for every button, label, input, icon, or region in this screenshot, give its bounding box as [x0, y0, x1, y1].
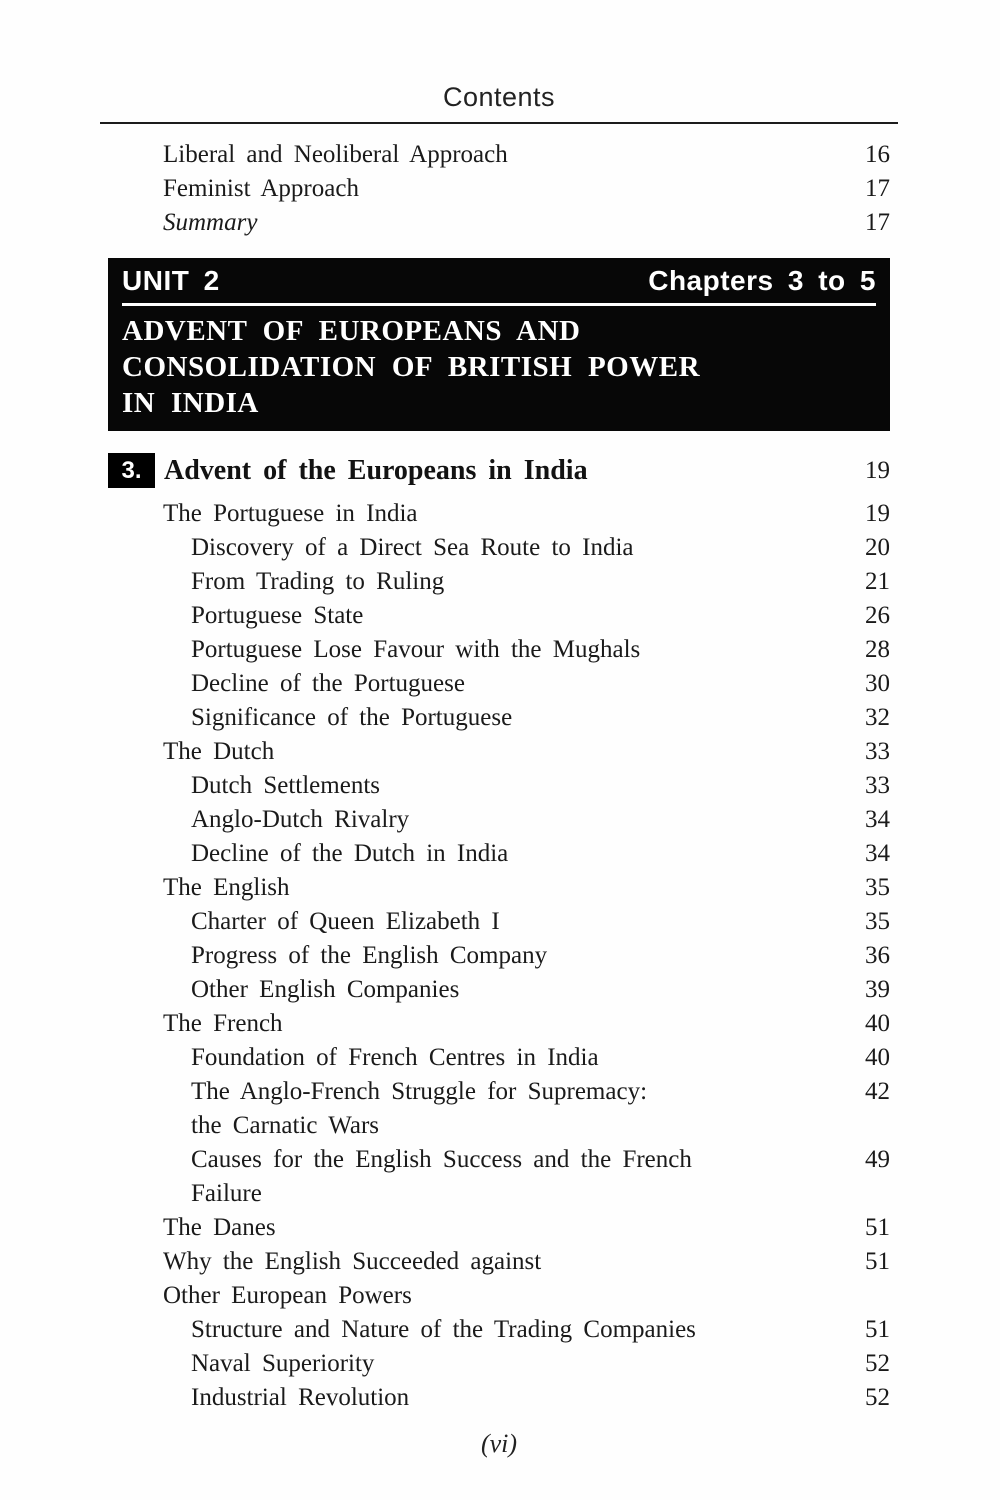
- toc-entry-label: Discovery of a Direct Sea Route to India: [191, 534, 634, 561]
- toc-row: [108, 138, 890, 172]
- toc-entry-page: 49: [865, 1146, 890, 1173]
- toc-entry-label: The Anglo-French Struggle for Supremacy:: [191, 1078, 648, 1105]
- toc-entry-page: 40: [865, 1010, 890, 1037]
- toc-row: [108, 599, 890, 633]
- toc-row: [108, 1347, 890, 1381]
- toc-row: [108, 1279, 890, 1313]
- toc-entry-label: The Portuguese in India: [163, 500, 418, 527]
- toc-entry-label: Portuguese State: [191, 602, 364, 629]
- toc-entry-label: Portuguese Lose Favour with the Mughals: [191, 636, 641, 663]
- toc-row: [108, 837, 890, 871]
- toc-entry-page: 52: [865, 1384, 890, 1411]
- toc-row: [108, 871, 890, 905]
- toc-entry-label: From Trading to Ruling: [191, 568, 445, 595]
- toc-row: [108, 905, 890, 939]
- toc-entry-label: Liberal and Neoliberal Approach: [163, 141, 508, 168]
- toc-entry-page: 33: [865, 738, 890, 765]
- page-folio: (vi): [480, 1429, 518, 1458]
- toc-entry-page: 30: [865, 670, 890, 697]
- toc-row: [108, 735, 890, 769]
- toc-entry-label: Why the English Succeeded against: [163, 1248, 542, 1275]
- toc-row: [108, 172, 890, 206]
- chapter-heading: [108, 453, 890, 488]
- toc-entry-page: 51: [865, 1214, 890, 1241]
- unit-label: UNIT 2: [122, 265, 220, 296]
- toc-entry-label: Structure and Nature of the Trading Companies: [191, 1316, 696, 1343]
- toc-entry-page: 16: [865, 141, 890, 168]
- toc-entry-page: 17: [865, 209, 890, 236]
- pre-unit-entries: [108, 138, 890, 240]
- toc-row: [108, 1211, 890, 1245]
- toc-entry-label: the Carnatic Wars: [191, 1112, 380, 1139]
- toc-entry-label: Feminist Approach: [163, 175, 359, 202]
- toc-row: [108, 1245, 890, 1279]
- toc-entry-page: 19: [865, 500, 890, 527]
- toc-entry-label: The Danes: [163, 1214, 276, 1241]
- toc-entry-page: 28: [865, 636, 890, 663]
- toc-row: [108, 1177, 890, 1211]
- toc-row: [108, 565, 890, 599]
- toc-entry-page: 52: [865, 1350, 890, 1377]
- toc-entry-page: 20: [865, 534, 890, 561]
- toc-row: [108, 1007, 890, 1041]
- toc-entry-page: 21: [865, 568, 890, 595]
- toc-entry-page: 34: [865, 840, 890, 867]
- toc-entry-label: Decline of the Portuguese: [191, 670, 465, 697]
- toc-row: [108, 1313, 890, 1347]
- toc-entry-page: 36: [865, 942, 890, 969]
- toc-entry-page: 35: [865, 908, 890, 935]
- toc-entry-label: Causes for the English Success and the French: [191, 1146, 692, 1173]
- toc-entry-label: The Dutch: [163, 738, 275, 765]
- toc-entry-page: 51: [865, 1248, 890, 1275]
- title-rule: [100, 122, 898, 124]
- toc-entry-label: Decline of the Dutch in India: [191, 840, 509, 867]
- toc-entry-label: Foundation of French Centres in India: [191, 1044, 599, 1071]
- toc-row: [108, 1075, 890, 1109]
- toc-row: [108, 1143, 890, 1177]
- toc-row: [108, 667, 890, 701]
- toc-row: [108, 1041, 890, 1075]
- unit-title-line: CONSOLIDATION OF BRITISH POWER: [122, 351, 701, 383]
- chapters-range-label: Chapters 3 to 5: [648, 265, 876, 296]
- toc-entry-page: 42: [865, 1078, 890, 1105]
- unit-banner: [108, 258, 890, 431]
- toc-entry-label: Progress of the English Company: [191, 942, 548, 969]
- toc-row: [108, 633, 890, 667]
- chapter-entries: [108, 497, 890, 1415]
- toc-row: [108, 497, 890, 531]
- toc-row: [108, 973, 890, 1007]
- unit-title-line: ADVENT OF EUROPEANS AND: [122, 315, 581, 347]
- toc-entry-label: Significance of the Portuguese: [191, 704, 513, 731]
- toc-row: [108, 1381, 890, 1415]
- unit-title: [122, 313, 876, 421]
- unit-title-line: IN INDIA: [122, 387, 259, 419]
- chapter-number-badge: 3.: [108, 453, 155, 488]
- toc-entry-label: Dutch Settlements: [191, 772, 380, 799]
- toc-row: [108, 803, 890, 837]
- toc-row: [108, 701, 890, 735]
- toc-row: [108, 769, 890, 803]
- toc-entry-label: Failure: [191, 1180, 262, 1207]
- toc-entry-label: The French: [163, 1010, 283, 1037]
- toc-entry-page: 51: [865, 1316, 890, 1343]
- toc-entry-page: 32: [865, 704, 890, 731]
- toc-entry-page: 40: [865, 1044, 890, 1071]
- toc-entry-page: 34: [865, 806, 890, 833]
- toc-entry-label: Anglo-Dutch Rivalry: [191, 806, 410, 833]
- toc-entry-label: Other English Companies: [191, 976, 460, 1003]
- toc-entry-label: The English: [163, 874, 290, 901]
- toc-row: [108, 531, 890, 565]
- toc-entry-label: Naval Superiority: [191, 1350, 375, 1377]
- toc-entry-page: 17: [865, 175, 890, 202]
- toc-entry-page: 26: [865, 602, 890, 629]
- toc-entry-label: Industrial Revolution: [191, 1384, 410, 1411]
- chapter-page-number: 19: [865, 456, 890, 484]
- toc-entry-label: Charter of Queen Elizabeth I: [191, 908, 500, 935]
- chapter-title: Advent of the Europeans in India: [164, 454, 588, 486]
- toc-entry-label: Summary: [163, 209, 258, 236]
- toc-row: [108, 939, 890, 973]
- toc-entry-page: 33: [865, 772, 890, 799]
- toc-row: [108, 1109, 890, 1143]
- page-title: Contents: [442, 82, 556, 112]
- unit-banner-header: [122, 265, 876, 306]
- toc-row: [108, 206, 890, 240]
- toc-entry-label: Other European Powers: [163, 1282, 412, 1309]
- toc-entry-page: 39: [865, 976, 890, 1003]
- toc-entry-page: 35: [865, 874, 890, 901]
